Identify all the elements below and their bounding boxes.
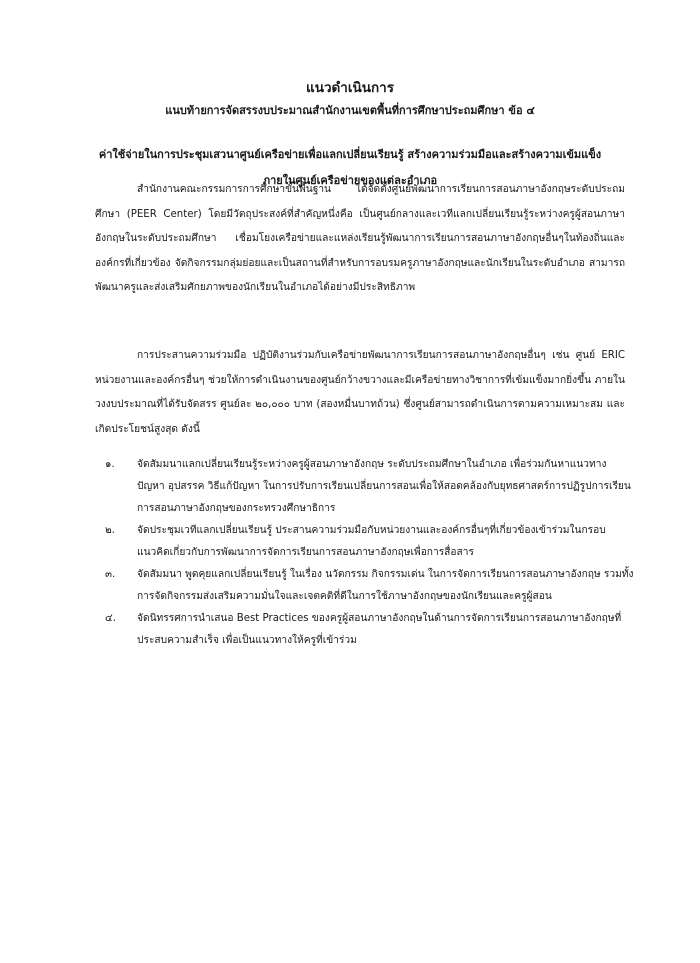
paragraph1-text: สำนักงานคณะกรรมการการศึกษาขั้นพื้นฐาน ได้จัดตั้งศูนย์พัฒนาการเรียนการสอนภาษาอังกฤษระดับประถมศึกษา (PEER Center) โดยมีวัตถุประสงค์ที่สำคัญหนึ่งคือ เป็นศูนย์กลางและเวทีแลกเปลี่ยนเรียนรู้ระหว่างครูผู้สอนภาษาอังกฤษในระดับประถมศึกษา เชื่อมโยงเครือข่ายและแหล่งเรียนรู้พัฒนาการเรียนการสอนภาษาอังกฤษอื่นๆในท้องถิ่นและองค์กรที่เกี่ยวข้อง จัดกิจกรรมกลุ่มย่อยและเป็นสถานที่สำหรับการอบรมครูภาษาอังกฤษและนักเรียนในระดับอำเภอ สามารถพัฒนาครูและส่งเสริมศักยภาพของนักเรียนในอำเภอได้อย่างมีประสิทธิภาพ: [95, 184, 625, 293]
list-item: [95, 520, 635, 564]
paragraph2-text: การประสานความร่วมมือ ปฏิบัติงานร่วมกับเครือข่ายพัฒนาการเรียนการสอนภาษาอังกฤษอื่นๆ เช่น ศูนย์ ERIC หน่วยงานและองค์กรอื่นๆ ช่วยให้การดำเนินงานของศูนย์กว้างขวางและมีเครือข่ายทางวิชาการที่เข้มแข็งมากยิ่งขึ้น ภายในวงงบประมาณที่ได้รับจัดสรร ศูนย์ละ ๒๐,๐๐๐ บาท (สองหมื่นบาทถ้วน) ซึ่งศูนย์สามารถดำเนินการตามความเหมาะสม และเกิดประโยชน์สูงสุด ดังนี้: [95, 350, 625, 435]
list-item-text: จัดประชุมเวทีแลกเปลี่ยนเรียนรู้ ประสานความร่วมมือกับหน่วยงานและองค์กรอื่นๆที่เกี่ยวข้องเข้าร่วมในกรอบแนวคิดเกี่ยวกับการพัฒนาการจัดการเรียนการสอนภาษาอังกฤษเพื่อการสื่อสาร: [137, 525, 606, 558]
list-item-number: ๑.: [105, 459, 115, 470]
list-item: [95, 564, 635, 608]
activity-list: [95, 454, 635, 652]
section-heading-line2: ภายในศูนย์เครือข่ายของแต่ละอำเภอ: [262, 174, 438, 187]
list-item-text: จัดสัมมนา พูดคุยแลกเปลี่ยนเรียนรู้ ในเรื่อง นวัตกรรม กิจกรรมเด่น ในการจัดการเรียนการสอนภาษาอังกฤษ รวมทั้งการจัดกิจกรรมส่งเสริมความมั่นใจและเจตคติที่ดีในการใช้ภาษาอังกฤษของนักเรียนและครูผู้สอน: [137, 569, 634, 602]
document-subtitle: แนบท้ายการจัดสรรงบประมาณสำนักงานเขตพื้นที่การศึกษาประถมศึกษา ข้อ ๔: [165, 104, 535, 117]
list-item: [95, 454, 635, 520]
list-item-text: จัดสัมมนาแลกเปลี่ยนเรียนรู้ระหว่างครูผู้สอนภาษาอังกฤษ ระดับประถมศึกษาในอำเภอ เพื่อร่วมกันหาแนวทาง ปัญหา อุปสรรค วิธีแก้ปัญหา ในการปรับการเรียนเปลี่ยนการสอนเพื่อให้สอดคล้องกับยุทธศาสตร์การปฏิรูปการเรียนการสอนภาษาอังกฤษของกระทรวงศึกษาธิการ: [137, 459, 631, 514]
paragraph-cooperation: [95, 344, 625, 442]
list-item: [95, 608, 635, 652]
list-item-text: จัดนิทรรศการนำเสนอ Best Practices ของครูผู้สอนภาษาอังกฤษในด้านการจัดการเรียนการสอนภาษาอังกฤษที่ประสบความสำเร็จ เพื่อเป็นแนวทางให้ครูที่เข้าร่วม: [137, 613, 622, 646]
document-title: แนวดำเนินการ: [306, 80, 394, 96]
section-heading-line1: ค่าใช้จ่ายในการประชุมเสวนาศูนย์เครือข่ายเพื่อแลกเปลี่ยนเรียนรู้ สร้างความร่วมมือและสร้างความเข้มแข็ง: [98, 148, 602, 161]
list-item-number: ๔.: [105, 613, 116, 624]
list-item-number: ๓.: [105, 569, 116, 580]
list-item-number: ๒.: [105, 525, 115, 536]
paragraph-peer-center: [95, 178, 625, 301]
